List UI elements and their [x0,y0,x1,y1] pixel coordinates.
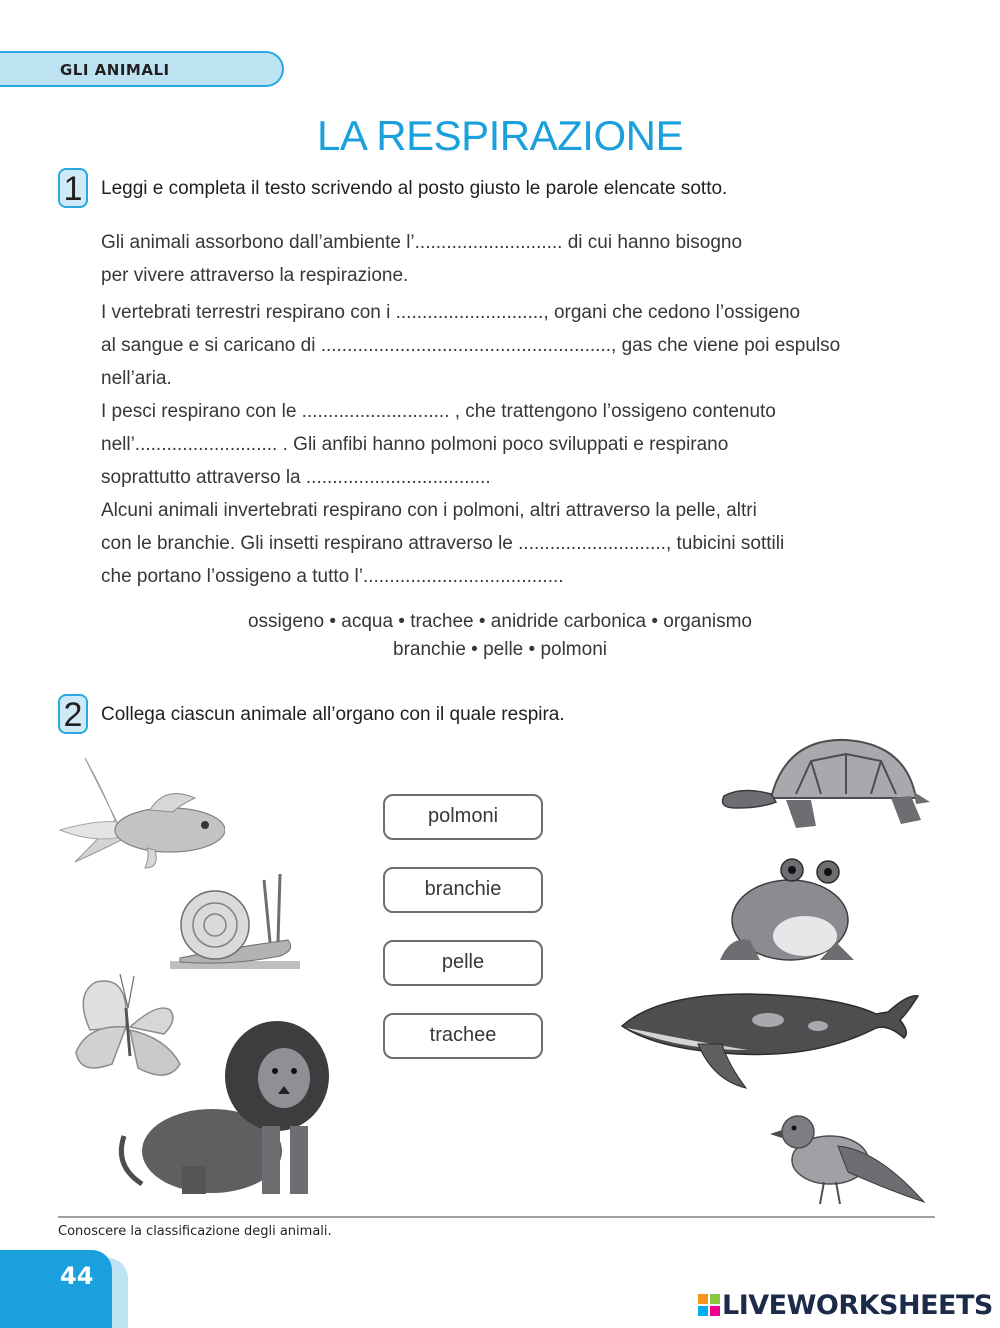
exercise-2-number: 2 [58,694,88,734]
text-line: I pesci respirano con le ............................ , che trattengono l’ossigeno contenuto [101,401,776,422]
paragraph-2 [101,296,941,593]
word-bank-line: branchie • pelle • polmoni [393,639,607,660]
frog-icon[interactable] [710,856,856,966]
word-bank-line: ossigeno • acqua • trachee • anidride carbonica • organismo [247,611,752,632]
page-title: LA RESPIRAZIONE [317,112,683,159]
word-bank [0,608,1000,664]
organ-box-polmoni[interactable]: polmoni [383,794,543,840]
text-line: al sangue e si caricano di ......................................................., gas che viene poi espulso [101,335,841,356]
whale-icon[interactable] [618,984,922,1092]
text-line: per vivere attraverso la respirazione. [101,265,409,286]
text-line: I vertebrati terrestri respirano con i ............................, organi che cedono l’ossigeno [101,302,801,323]
text-line: nell’........................... . Gli anfibi hanno polmoni poco sviluppati e respirano [101,434,729,455]
learning-objective: Conoscere la classificazione degli animali. [58,1224,332,1239]
text-line: nell’aria. [101,368,172,389]
turtle-icon[interactable] [716,736,932,832]
exercise-1-number: 1 [58,168,88,208]
text-line: soprattutto attraverso la ................................... [101,467,491,488]
exercise-1-instruction: Leggi e completa il testo scrivendo al posto giusto le parole elencate sotto. [101,178,728,199]
paragraph-1 [101,226,941,292]
fish-icon[interactable] [55,750,225,870]
organ-box-trachee[interactable]: trachee [383,1013,543,1059]
text-line: Gli animali assorbono dall’ambiente l’............................ di cui hanno bisogno [101,232,743,253]
page-number: 44 [60,1262,94,1290]
page-number-badge [0,1250,112,1328]
snail-icon[interactable] [170,870,300,970]
section-label: GLI ANIMALI [60,61,170,79]
footer-divider [58,1216,935,1218]
sparrow-icon[interactable] [768,1110,928,1210]
organ-box-pelle[interactable]: pelle [383,940,543,986]
lion-icon[interactable] [112,1016,342,1198]
text-line: che portano l’ossigeno a tutto l’...................................... [101,566,564,587]
text-line: con le branchie. Gli insetti respirano attraverso le ............................, tubicini sottili [101,533,785,554]
text-line: Alcuni animali invertebrati respirano con i polmoni, altri attraverso la pelle, altri [101,500,757,521]
brand-name: LIVEWORKSHEETS [722,1290,993,1321]
liveworksheets-logo-icon [698,1294,720,1318]
exercise-2-instruction: Collega ciascun animale all’organo con il quale respira. [101,704,565,725]
section-tab [0,51,284,87]
organ-box-branchie[interactable]: branchie [383,867,543,913]
